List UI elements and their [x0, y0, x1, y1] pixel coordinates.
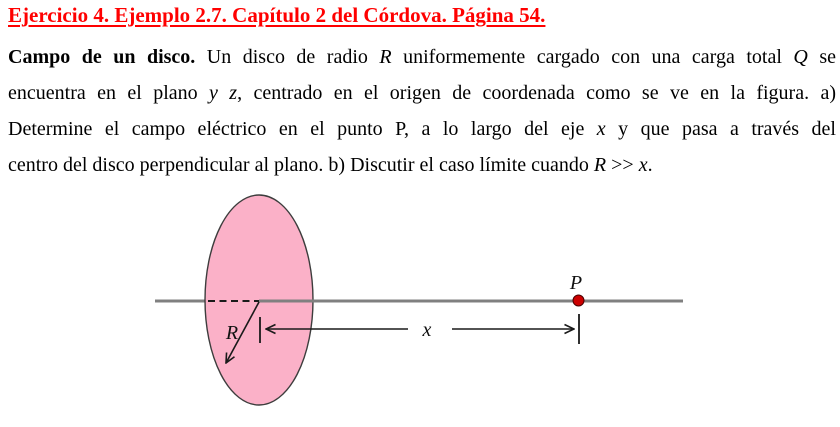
text-segment: Campo de un disco.: [8, 46, 196, 68]
text-segment: .: [647, 154, 653, 176]
text-segment: y z: [209, 82, 238, 104]
text-segment: Un disco de radio: [195, 46, 380, 68]
text-segment: y que pasa a través del: [605, 118, 836, 140]
problem-text-line: [8, 111, 836, 147]
disk-field-figure: [0, 185, 840, 422]
text-segment: R: [379, 46, 392, 68]
text-segment: x: [638, 154, 648, 176]
text-segment: R: [593, 154, 607, 176]
radius-label: R: [225, 322, 239, 344]
text-segment: se: [807, 46, 836, 68]
page-title: Ejercicio 4. Ejemplo 2.7. Capítulo 2 del Córdova. Página 54.: [8, 3, 546, 27]
point-p-dot: [573, 295, 584, 306]
point-p-label: P: [569, 272, 583, 294]
figure-canvas: [0, 185, 840, 422]
problem-statement: [8, 39, 836, 183]
problem-text-line: [8, 147, 836, 183]
text-segment: encuentra en el plano: [8, 82, 210, 104]
text-segment: Determine el campo eléctrico en el punto P, a lo largo del eje: [8, 118, 597, 140]
text-segment: , centrado en el origen de coordenada como se ve en la figura. a): [237, 82, 836, 104]
text-segment: Q: [793, 46, 808, 68]
distance-label: x: [422, 319, 432, 341]
text-segment: x: [596, 118, 606, 140]
problem-text-line: [8, 75, 836, 111]
text-segment: centro del disco perpendicular al plano. b) Discutir el caso límite cuando: [8, 154, 594, 176]
text-segment: uniformemente cargado con una carga total: [391, 46, 794, 68]
problem-text-line: [8, 39, 836, 75]
text-segment: >>: [606, 154, 639, 176]
